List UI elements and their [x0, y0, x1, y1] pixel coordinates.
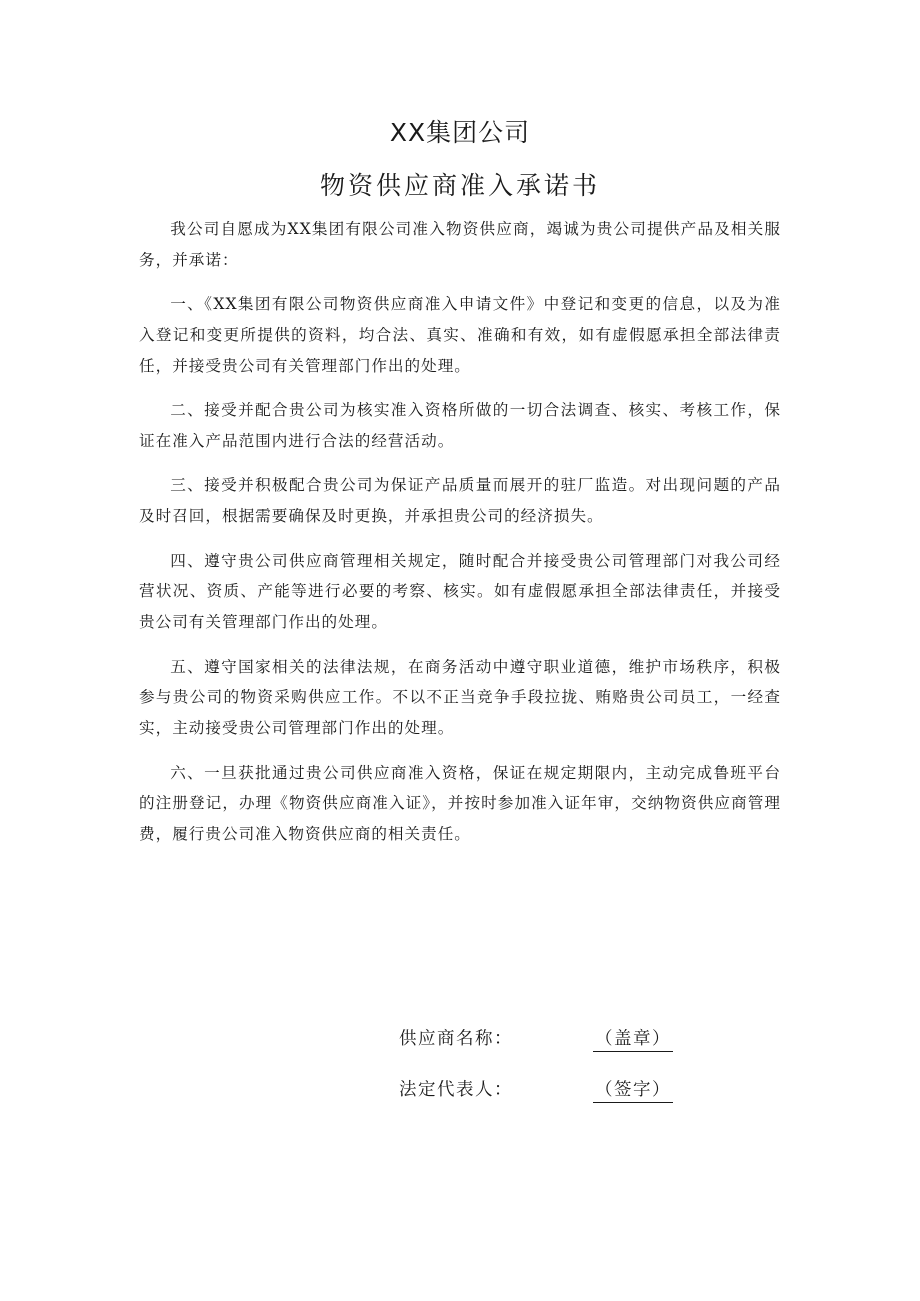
clause-4: 四、遵守贵公司供应商管理相关规定，随时配合并接受贵公司管理部门对我公司经营状况、资质、产能等进行必要的考察、核实。如有虚假愿承担全部法律责任，并接受贵公司有关管理部门作出的处理。	[139, 551, 781, 632]
seal-field[interactable]: （盖章）	[593, 1027, 673, 1052]
legal-representative-row	[399, 1075, 673, 1105]
signature-field[interactable]: （签字）	[593, 1078, 673, 1103]
clause-6: 六、一旦获批通过贵公司供应商准入资格，保证在规定期限内，主动完成鲁班平台的注册登记，办理《物资供应商准入证》，并按时参加准入证年审，交纳物资供应商管理费，履行贵公司准入物资供应商的相关责任。	[139, 763, 781, 844]
clause-5: 五、遵守国家相关的法律法规，在商务活动中遵守职业道德，维护市场秩序，积极参与贵公司的物资采购供应工作。不以不正当竞争手段拉拢、贿赂贵公司员工，一经查实，主动接受贵公司管理部门作出的处理。	[139, 657, 781, 738]
clause-1: 一、《XX集团有限公司物资供应商准入申请文件》中登记和变更的信息，以及为准入登记和变更所提供的资料，均合法、真实、准确和有效，如有虚假愿承担全部法律责任，并接受贵公司有关管理部门作出的处理。	[139, 295, 781, 375]
intro-paragraph: 我公司自愿成为XX集团有限公司准入物资供应商，竭诚为贵公司提供产品及相关服务，并承诺：	[139, 220, 781, 269]
supplier-name-row	[399, 1024, 673, 1054]
clause-3: 三、接受并积极配合贵公司为保证产品质量而展开的驻厂监造。对出现问题的产品及时召回，根据需要确保及时更换，并承担贵公司的经济损失。	[139, 476, 781, 526]
supplier-name-label: 供应商名称：	[399, 1029, 513, 1049]
clause-2: 二、接受并配合贵公司为核实准入资格所做的一切合法调查、核实、考核工作，保证在准入产品范围内进行合法的经营活动。	[139, 401, 781, 450]
legal-representative-label: 法定代表人：	[399, 1080, 513, 1100]
document-title: 物资供应商准入承诺书	[319, 171, 600, 200]
document-body	[139, 214, 781, 864]
company-title: XX集团公司	[389, 118, 531, 147]
